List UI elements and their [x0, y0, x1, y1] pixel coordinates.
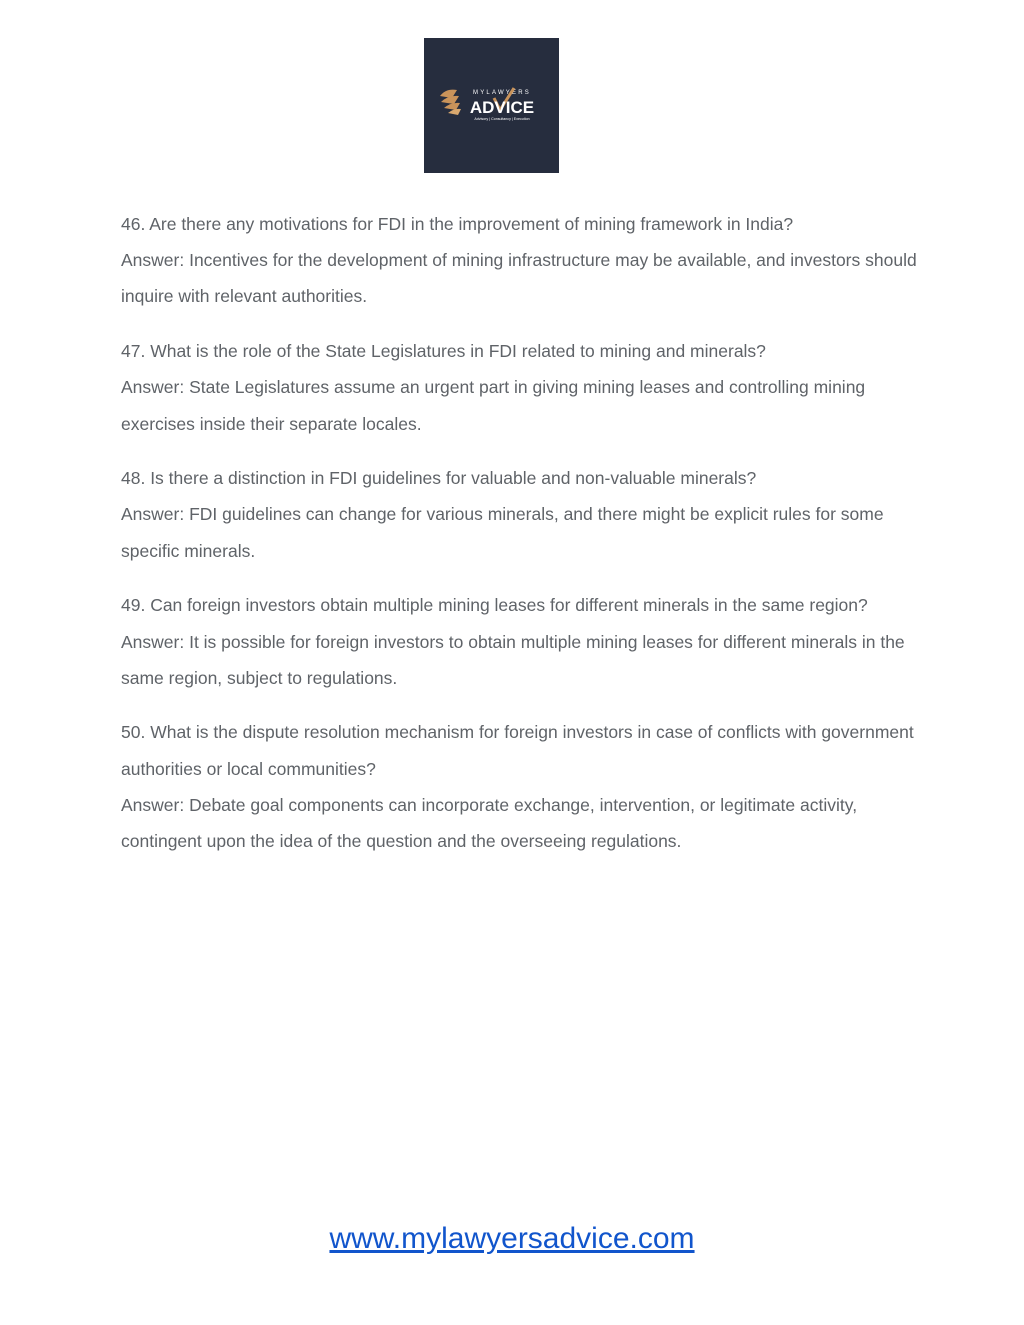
- faq-answer: Answer: Debate goal components can incorporate exchange, intervention, or legitimate activity, contingent upon the idea of the question and the overseeing regulations.: [121, 794, 858, 852]
- logo-graphic: [424, 38, 559, 173]
- logo-tagline: Advisory | Consultancy | Execution: [474, 117, 530, 121]
- faq-question: 46. Are there any motivations for FDI in the improvement of mining framework in India?: [121, 214, 794, 234]
- faq-item-47: [121, 333, 921, 442]
- faq-answer: Answer: FDI guidelines can change for various minerals, and there might be explicit rules for some specific minerals.: [121, 504, 884, 561]
- faq-answer: Answer: Incentives for the development of mining infrastructure may be available, and investors should inquire with relevant authorities.: [121, 250, 917, 307]
- faq-answer: Answer: State Legislatures assume an urgent part in giving mining leases and controlling mining exercises inside their separate locales.: [121, 377, 866, 434]
- faq-item-48: [121, 460, 921, 569]
- website-link[interactable]: [329, 1222, 694, 1255]
- faq-item-46: [121, 206, 921, 315]
- company-logo: [424, 38, 559, 173]
- website-link-text[interactable]: www.mylawyersadvice.com: [329, 1222, 695, 1255]
- faq-item-50: [121, 714, 921, 859]
- logo-brand-top: MYLAWYERS: [473, 90, 531, 96]
- faq-question: 49. Can foreign investors obtain multiple mining leases for different minerals in the same region?: [121, 595, 868, 616]
- logo-emblem-icon: [440, 90, 461, 115]
- faq-item-49: [121, 587, 921, 696]
- logo-brand-main: ADVICE: [469, 98, 535, 117]
- faq-question: 48. Is there a distinction in FDI guidelines for valuable and non-valuable minerals?: [121, 468, 757, 489]
- page-footer: [0, 1222, 1024, 1256]
- faq-answer: Answer: It is possible for foreign investors to obtain multiple mining leases for different minerals in the same region, subject to regulations.: [121, 631, 905, 688]
- faq-question: 50. What is the dispute resolution mechanism for foreign investors in case of conflicts with government authorities or local communities?: [121, 722, 914, 779]
- faq-question: 47. What is the role of the State Legislatures in FDI related to mining and minerals?: [121, 341, 766, 362]
- faq-list: [121, 206, 921, 878]
